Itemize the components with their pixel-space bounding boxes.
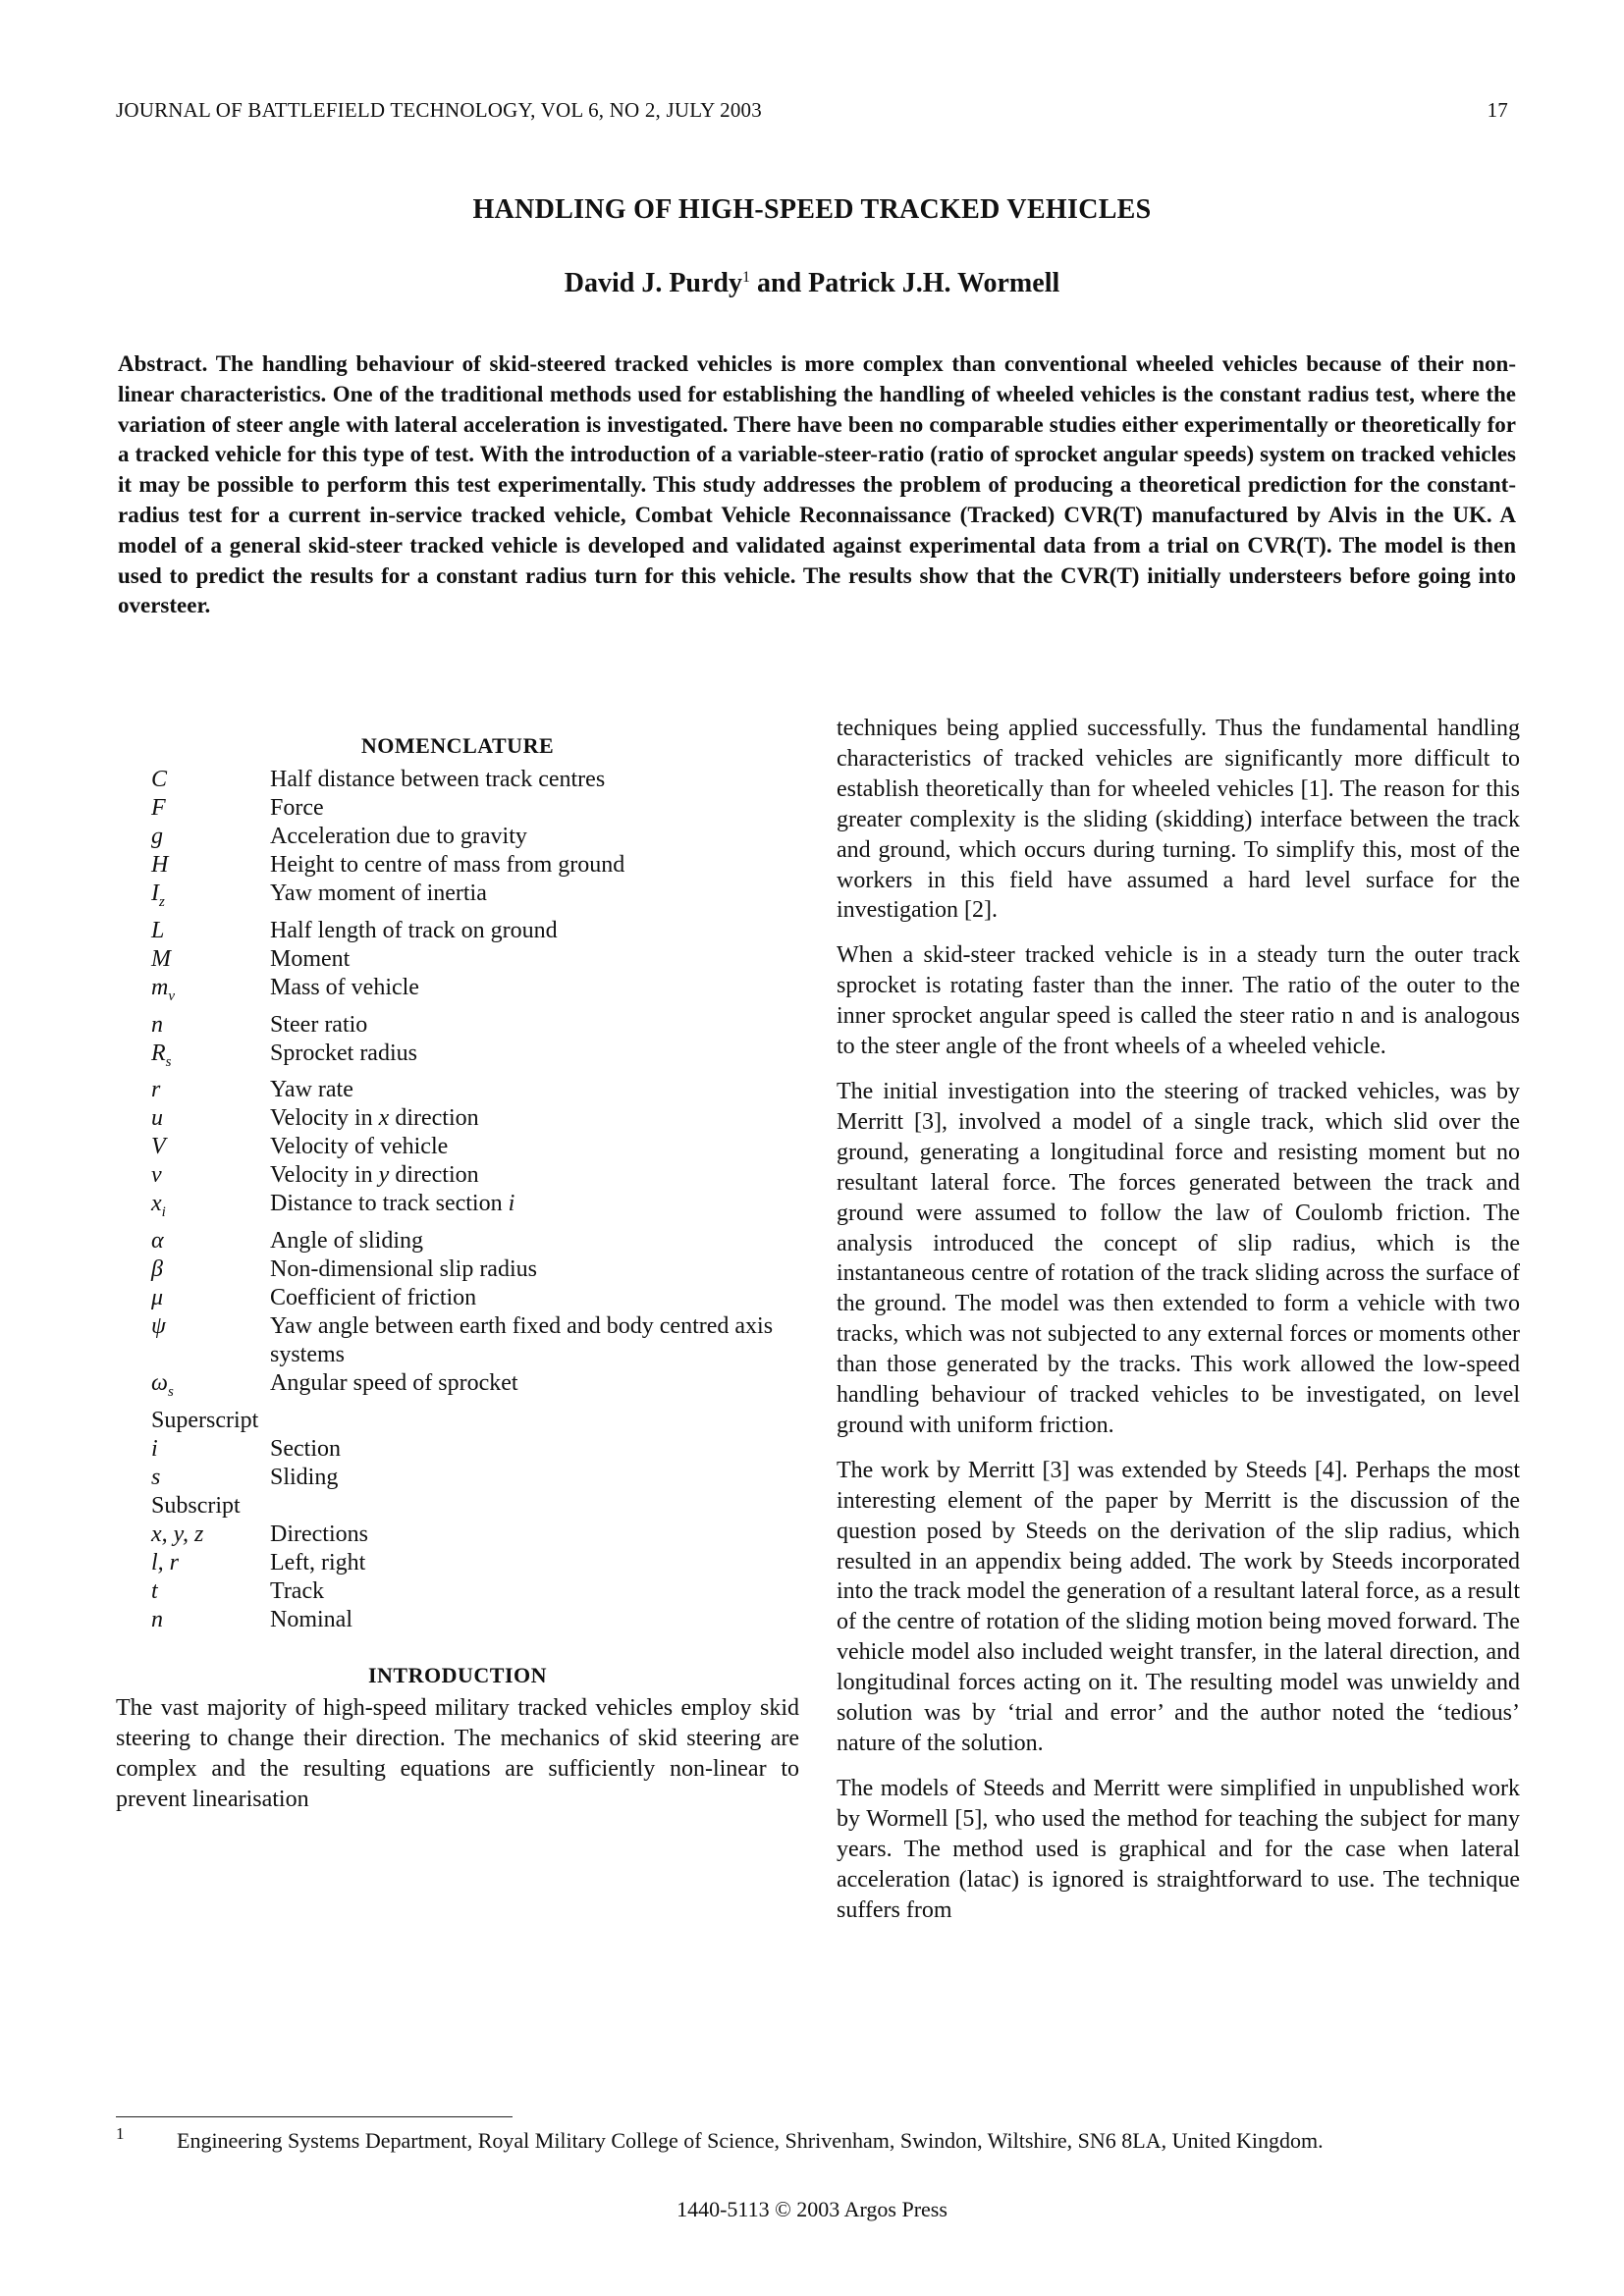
nomenclature-row [116,1104,799,1133]
nomenclature-row [116,1227,799,1255]
paper-title: HANDLING OF HIGH-SPEED TRACKED VEHICLES [472,194,1152,225]
body-paragraph: techniques being applied successfully. Thus the fundamental handling characteristics of tracked vehicles are significantly more difficult to establish theoretically than for wheeled vehicles [1]. The reason for this greater complexity is the sliding (skidding) interface between the track and ground, which occurs during turning. To simplify this, most of the workers in this field have assumed a hard level surface for the investigation [2]. [837,716,1520,924]
symbol: g [151,824,163,849]
symbol: t [151,1577,158,1604]
author-line [0,268,1624,299]
symbol: s [151,1464,161,1490]
nomenclature-row [116,823,799,851]
footnote-mark: 1 [116,2124,125,2143]
subscript-row [116,1549,799,1577]
definition: Steer ratio [270,1011,368,1038]
symbol: n [151,1606,163,1632]
symbol: μ [151,1285,164,1311]
definition: Height to centre of mass from ground [270,852,625,878]
definition: Half length of track on ground [270,917,558,943]
nomenclature-row [116,1190,799,1227]
left-column [116,726,799,1815]
definition: Mass of vehicle [270,974,419,1000]
definition: Coefficient of friction [270,1285,477,1311]
footnote-divider [116,2116,513,2117]
body-paragraph: The work by Merritt [3] was extended by Steeds [4]. Perhaps the most interesting element of the paper by Merritt is the discussion of the question posed by Steeds on the derivation of the slip radius, which resulted in an appendix being added. The work by Steeds incorporated into the track model the generation of a resultant lateral force, as a result of the centre of rotation of the sliding motion being moved forward. The vehicle model also included weight transfer, in the lateral direction, and longitudinal forces acting on it. The resulting model was unwieldy and solution was by ‘trial and error’ and the author noted the ‘tedious’ nature of the solution. [837,1457,1520,1756]
symbol: C [151,767,168,792]
nomenclature-row [116,1161,799,1190]
definition: Half distance between track centres [270,767,606,792]
symbol: β [151,1256,163,1283]
nomenclature-row [116,851,799,880]
nomenclature-row [116,1369,799,1407]
symbol: $I_z$ [151,881,165,910]
nomenclature-row [116,1284,799,1312]
definition: Non-dimensional slip radius [270,1256,537,1283]
symbol: F [151,795,166,821]
nomenclature-heading: NOMENCLATURE [360,733,555,758]
nomenclature-row [116,917,799,945]
body-paragraph: The initial investigation into the steering of tracked vehicles, was by Merritt [3], involved a model of a single track, which slid over the ground, generating a longitudinal force and resisting moment but no resultant lateral force. The forces generated between the track and ground were assumed to follow the law of Coulomb friction. The analysis introduced the concept of slip radius, which is the instantaneous centre of rotation of the track sliding across the surface of the ground. The model was then extended to form a vehicle with two tracks, which was not subjected to any external forces or moments other than those generated by the tracks. This work allowed the low-speed handling behaviour of tracked vehicles to be investigated, on level ground with uniform friction. [837,1078,1520,1438]
definition: Yaw angle between earth fixed and body centred axis systems [270,1313,774,1368]
superscript-row [116,1464,799,1492]
definition: Yaw rate [270,1077,353,1103]
subscript-heading: Subscript [151,1492,241,1519]
definition: Section [270,1435,341,1462]
definition: Moment [270,945,351,972]
symbol: r [151,1077,161,1103]
definition: Velocity in y direction [270,1162,479,1189]
symbol: V [151,1134,166,1160]
nomenclature-row [116,1312,799,1369]
nomenclature-row [116,880,799,917]
definition: Acceleration due to gravity [270,824,527,849]
definition: Velocity of vehicle [270,1134,449,1160]
author-second: and Patrick J.H. Wormell [750,268,1060,298]
abstract: Abstract. The handling behaviour of skid-steered tracked vehicles is more complex than conventional wheeled vehicles because of their non-linear characteristics. One of the traditional methods used for establishing the handling of wheeled vehicles is the constant radius test, where the variation of steer angle with lateral acceleration is investigated. There have been no comparable studies either experimentally or theoretically for a tracked vehicle for this type of test. With the introduction of a variable-steer-ratio (ratio of sprocket angular speeds) system on tracked vehicles it may be possible to perform this test experimentally. This study addresses the problem of producing a theoretical prediction for the constant-radius test for a current in-service tracked vehicle, Combat Vehicle Reconnaissance (Tracked) CVR(T) manufactured by Alvis in the UK. A model of a general skid-steer tracked vehicle is developed and validated against experimental data from a trial on CVR(T). The model is then used to predict the results for a constant radius turn for this vehicle. The results show that the CVR(T) initially understeers before going into oversteer. [118,351,1516,618]
nomenclature-row [116,794,799,823]
author-affiliation-mark: 1 [742,269,750,286]
definition: Nominal [270,1606,352,1632]
definition: Directions [270,1521,368,1547]
subscript-row [116,1521,799,1549]
copyright-line: 1440-5113 © 2003 Argos Press [677,2197,947,2221]
subscript-row [116,1577,799,1606]
symbol: i [151,1435,158,1462]
superscript-heading-row [116,1407,799,1435]
symbol: x, y, z [151,1521,204,1547]
nomenclature-row [116,766,799,794]
definition: Force [270,795,324,821]
body-paragraph: When a skid-steer tracked vehicle is in a steady turn the outer track sprocket is rotating faster than the inner. The ratio of the outer to the inner sprocket angular speed is called the steer ratio n and is analogous to the steer angle of the front wheels of a wheeled vehicle. [837,942,1520,1060]
symbol: $R_s$ [151,1040,172,1070]
nomenclature-row [116,945,799,974]
page-number: 17 [1487,98,1508,122]
nomenclature-row [116,1011,799,1040]
journal-name: JOURNAL OF BATTLEFIELD TECHNOLOGY, VOL 6, NO 2, JULY 2003 [116,98,762,122]
nomenclature-row [116,1076,799,1104]
definition: Angular speed of sprocket [270,1370,518,1397]
definition: Left, right [270,1549,366,1575]
definition: Sprocket radius [270,1040,417,1066]
nomenclature-row [116,1255,799,1284]
symbol: $x_i$ [151,1191,166,1221]
definition: Velocity in x direction [270,1105,479,1132]
definition: Angle of sliding [270,1228,423,1255]
nomenclature-row [116,1040,799,1077]
author-first: David J. Purdy [564,268,742,298]
definition: Yaw moment of inertia [270,881,487,906]
footnote-text: Engineering Systems Department, Royal Military College of Science, Shrivenham, Swindon, Wiltshire, SN6 8LA, United Kingdom. [177,2128,1324,2153]
symbol: L [151,917,165,943]
symbol: α [151,1228,164,1255]
symbol: v [151,1162,162,1189]
symbol: M [151,945,171,972]
nomenclature-row [116,974,799,1011]
symbol: u [151,1105,163,1132]
right-column [837,714,1520,1940]
symbol: $\omega_s$ [151,1370,174,1400]
symbol: H [151,852,169,878]
symbol: $m_v$ [151,974,176,1004]
nomenclature-row [116,1133,799,1161]
superscript-heading: Superscript [151,1407,259,1433]
superscript-row [116,1435,799,1464]
introduction-paragraph: The vast majority of high-speed military tracked vehicles employ skid steering to change their direction. The mechanics of skid steering are complex and the resulting equations are sufficiently non-linear to prevent linearisation [116,1694,799,1812]
subscript-heading-row [116,1492,799,1521]
subscript-row [116,1606,799,1634]
definition: Distance to track section i [270,1191,515,1217]
symbol: ψ [151,1313,166,1340]
definition: Track [270,1577,325,1604]
symbol: n [151,1011,163,1038]
introduction-heading: INTRODUCTION [367,1662,548,1687]
definition: Sliding [270,1464,339,1490]
body-paragraph: The models of Steeds and Merritt were simplified in unpublished work by Wormell [5], who used the method for teaching the subject for many years. The method used is graphical and for the case when lateral acceleration (latac) is ignored is straightforward to use. The technique suffers from [837,1775,1520,1923]
symbol: l, r [151,1549,180,1575]
